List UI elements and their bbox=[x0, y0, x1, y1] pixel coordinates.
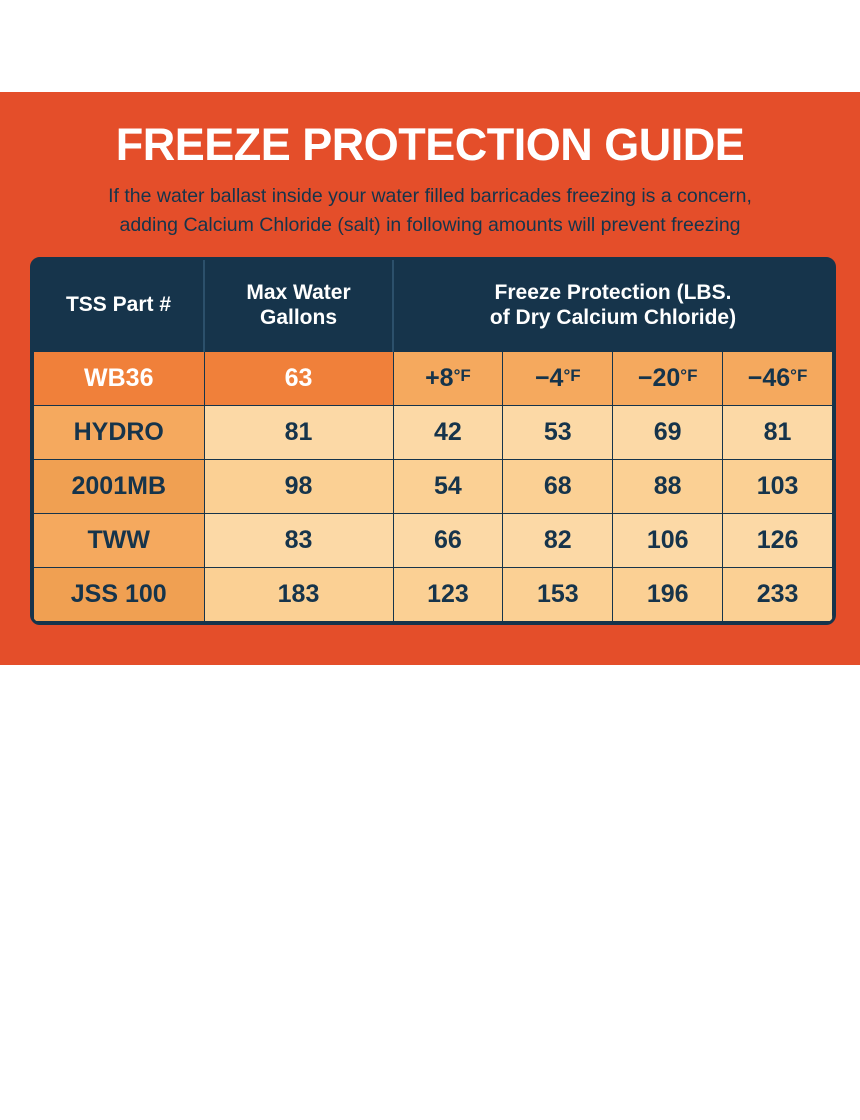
subtitle-line-1: If the water ballast inside your water filled barricades freezing is a concern, bbox=[108, 185, 752, 208]
column-header-gallons-line-2: Gallons bbox=[259, 305, 338, 329]
cell-value-1-3: 81 bbox=[723, 405, 833, 459]
temperature-value-2: −20 bbox=[637, 363, 681, 392]
table-body bbox=[34, 351, 833, 621]
cell-value-2-1: 68 bbox=[503, 459, 613, 513]
column-header-freeze-protection bbox=[393, 260, 833, 351]
cell-value-4-3: 233 bbox=[723, 567, 833, 621]
subtitle-line-2: adding Calcium Chloride (salt) in following amounts will prevent freezing bbox=[119, 213, 741, 236]
cell-gallons-0: 63 bbox=[204, 351, 393, 405]
cell-gallons-1: 81 bbox=[204, 405, 393, 459]
column-header-gallons bbox=[204, 260, 393, 351]
degree-unit-2: °F bbox=[680, 365, 698, 385]
cell-gallons-4: 183 bbox=[204, 567, 393, 621]
cell-part-3: TWW bbox=[34, 513, 205, 567]
cell-value-4-1: 153 bbox=[503, 567, 613, 621]
column-header-part: TSS Part # bbox=[34, 260, 205, 351]
table-header bbox=[34, 260, 833, 351]
cell-part-4: JSS 100 bbox=[34, 567, 205, 621]
table-row bbox=[34, 513, 833, 567]
cell-part-1: HYDRO bbox=[34, 405, 205, 459]
cell-value-1-1: 53 bbox=[503, 405, 613, 459]
temperature-value-1: −4 bbox=[534, 363, 564, 392]
cell-value-4-2: 196 bbox=[613, 567, 723, 621]
degree-unit-3: °F bbox=[790, 365, 808, 385]
table-row bbox=[34, 459, 833, 513]
column-header-freeze-line-1: Freeze Protection (LBS. bbox=[494, 281, 732, 305]
cell-value-3-3: 126 bbox=[723, 513, 833, 567]
temperature-value-0: +8 bbox=[425, 363, 454, 392]
temperature-value-3: −46 bbox=[747, 363, 791, 392]
temperature-header-3 bbox=[723, 351, 833, 405]
cell-value-2-3: 103 bbox=[723, 459, 833, 513]
table-row bbox=[34, 567, 833, 621]
cell-value-3-2: 106 bbox=[613, 513, 723, 567]
column-header-gallons-line-1: Max Water bbox=[246, 281, 351, 305]
cell-value-1-2: 69 bbox=[613, 405, 723, 459]
temperature-header-1 bbox=[503, 351, 613, 405]
cell-part-2: 2001MB bbox=[34, 459, 205, 513]
column-header-freeze-line-2: of Dry Calcium Chloride) bbox=[489, 305, 737, 329]
cell-value-3-1: 82 bbox=[503, 513, 613, 567]
poster-content bbox=[30, 92, 830, 625]
cell-part-0: WB36 bbox=[34, 351, 205, 405]
poster-subtitle bbox=[35, 182, 825, 239]
degree-unit-1: °F bbox=[563, 365, 581, 385]
freeze-protection-table-container bbox=[30, 257, 836, 625]
temperature-header-2 bbox=[613, 351, 723, 405]
cell-value-2-2: 88 bbox=[613, 459, 723, 513]
table-row bbox=[34, 351, 833, 405]
freeze-protection-table bbox=[33, 260, 833, 622]
cell-value-1-0: 42 bbox=[393, 405, 503, 459]
cell-gallons-3: 83 bbox=[204, 513, 393, 567]
page-title: FREEZE PROTECTION GUIDE bbox=[115, 119, 745, 170]
temperature-header-0 bbox=[393, 351, 503, 405]
cell-value-3-0: 66 bbox=[393, 513, 503, 567]
freeze-protection-poster bbox=[0, 92, 860, 665]
table-header-row bbox=[34, 260, 833, 351]
table-row bbox=[34, 405, 833, 459]
degree-unit-0: °F bbox=[453, 365, 471, 385]
cell-gallons-2: 98 bbox=[204, 459, 393, 513]
cell-value-4-0: 123 bbox=[393, 567, 503, 621]
cell-value-2-0: 54 bbox=[393, 459, 503, 513]
